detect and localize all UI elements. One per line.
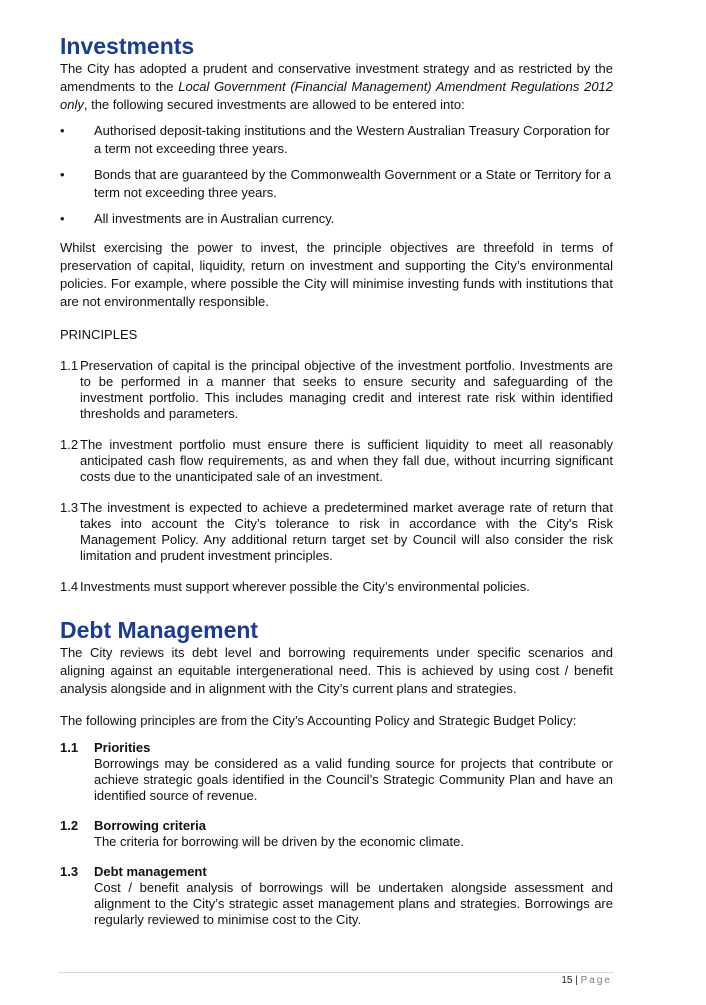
principle-title: Borrowing criteria — [94, 818, 206, 833]
page-content — [60, 32, 613, 928]
debt-principle — [60, 818, 613, 850]
investments-intro-end: , the following secured investments are allowed to be entered into: — [83, 97, 465, 112]
debt-principles — [60, 740, 613, 928]
page-number: 15 — [561, 975, 573, 986]
list-item — [60, 122, 613, 158]
investment-principles — [60, 358, 613, 595]
footer-separator: | — [572, 975, 581, 986]
debt-management-heading: Debt Management — [60, 617, 259, 643]
debt-principle — [60, 740, 613, 804]
regulations-title: Local Government (Financial Management) Amendment Regulations 2012 only — [60, 79, 614, 112]
principle-number: 1.1 — [60, 358, 79, 373]
principle-number: 1.1 — [60, 740, 79, 755]
bullet-glyph: • — [60, 167, 65, 182]
principle-number: 1.2 — [60, 818, 79, 833]
list-item — [60, 166, 613, 202]
principle-text: Cost / benefit analysis of borrowings will be undertaken alongside assessment and alignment to the City’s strategic asset management plans and strategies. Borrowings are regularly reviewed to minimise cost to the City. — [94, 880, 613, 927]
principle-number: 1.3 — [60, 500, 79, 515]
bullet-glyph: • — [60, 211, 65, 226]
investments-intro — [60, 60, 613, 114]
investment-principle — [60, 500, 613, 564]
principle-number: 1.4 — [60, 579, 79, 594]
investments-heading: Investments — [60, 33, 195, 59]
principle-text: Preservation of capital is the principal objective of the investment portfolio. Investments are to be performed in a manner that seeks to ensure security and safeguarding of the investment portfolio. This includes managing credit and interest rate risk within identified thresholds and parameters. — [80, 358, 613, 421]
debt-principle — [60, 864, 613, 928]
list-item-text: Bonds that are guaranteed by the Commonwealth Government or a State or Territory for a term not exceeding three years. — [94, 167, 612, 200]
footer-divider — [58, 972, 614, 973]
principle-title: Debt management — [94, 864, 207, 879]
investments-intro-start: The City has adopted a prudent and conservative investment strategy and as restricted by the amendments to the — [60, 61, 613, 94]
investment-objectives: Whilst exercising the power to invest, the principle objectives are threefold in terms of preservation of capital, liquidity, return on investment and supporting the City’s environmental policies. For example, where possible the City will minimise investing funds with institutions that are not environmentally responsible. — [60, 240, 613, 309]
principle-text: The criteria for borrowing will be driven by the economic climate. — [94, 834, 464, 849]
principle-text: The investment portfolio must ensure there is sufficient liquidity to meet all reasonably anticipated cash flow requirements, as and when they fall due, without incurring significant costs due to the unanticipated sale of an investment. — [80, 437, 613, 484]
investment-principle — [60, 579, 613, 595]
page-footer — [561, 975, 612, 986]
principle-text: Investments must support wherever possible the City’s environmental policies. — [80, 579, 530, 594]
debt-intro: The City reviews its debt level and borrowing requirements under specific scenarios and aligning against an equitable intergenerational need. This is achieved by using cost / benefit analysis alongside and in alignment with the City’s current plans and strategies. — [60, 645, 613, 696]
list-item — [60, 210, 613, 228]
principle-title: Priorities — [94, 740, 151, 755]
bullet-glyph: • — [60, 123, 65, 138]
investment-principle — [60, 358, 613, 422]
principles-label: PRINCIPLES — [60, 327, 138, 342]
list-item-text: All investments are in Australian currency. — [94, 211, 335, 226]
principle-text: Borrowings may be considered as a valid funding source for projects that contribute or achieve strategic goals identified in the Council’s Strategic Community Plan and have an identified source of revenue. — [94, 756, 613, 803]
principle-text: The investment is expected to achieve a predetermined market average rate of return that takes into account the City’s tolerance to risk in accordance with the City's Risk Management Policy. Any additional return target set by Council will also consider the risk limitation and prudent investment principles. — [80, 500, 613, 563]
allowed-investments-list — [60, 122, 613, 228]
list-item-text: Authorised deposit-taking institutions and the Western Australian Treasury Corporation for a term not exceeding three years. — [94, 123, 610, 156]
principle-number: 1.3 — [60, 864, 79, 879]
page-label: Page — [580, 975, 612, 986]
debt-principles-lead: The following principles are from the City’s Accounting Policy and Strategic Budget Policy: — [60, 713, 577, 728]
investment-principle — [60, 437, 613, 485]
principle-number: 1.2 — [60, 437, 79, 452]
